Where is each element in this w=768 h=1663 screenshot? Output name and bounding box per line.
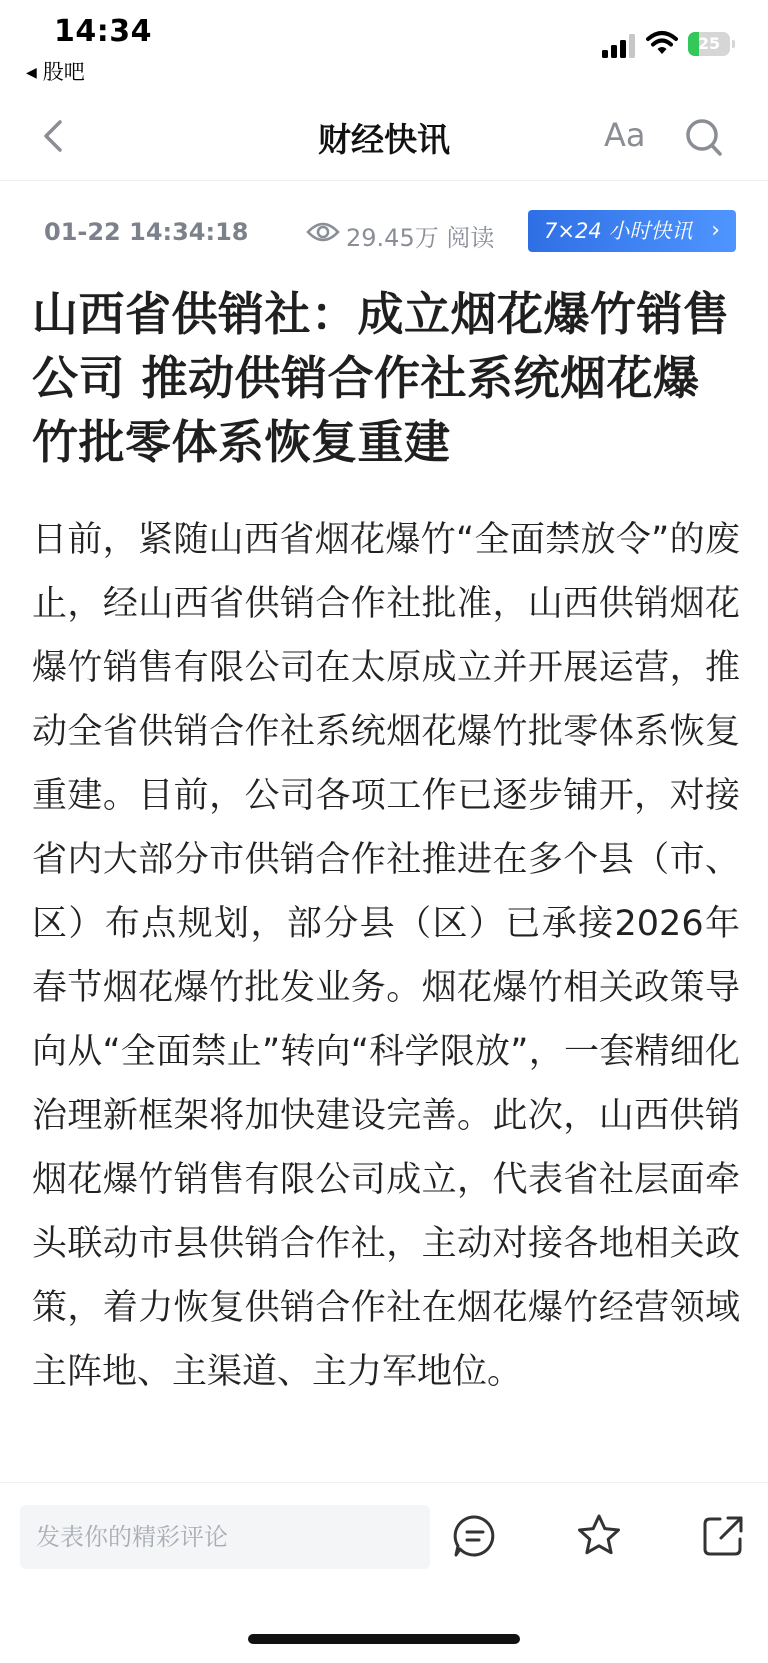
chevron-right-icon: › bbox=[711, 218, 720, 243]
share-icon[interactable] bbox=[700, 1513, 746, 1559]
home-indicator[interactable] bbox=[248, 1634, 520, 1644]
back-to-app-link[interactable] bbox=[26, 56, 85, 86]
cellular-signal-icon bbox=[602, 34, 638, 58]
search-icon[interactable] bbox=[684, 116, 724, 158]
battery-level: 25 bbox=[697, 34, 721, 53]
eye-icon bbox=[306, 220, 340, 244]
star-icon[interactable] bbox=[576, 1513, 622, 1559]
back-app-label: 股吧 bbox=[42, 60, 85, 84]
live-news-badge[interactable] bbox=[528, 210, 736, 252]
bottom-action-bar bbox=[0, 1482, 768, 1613]
status-time: 14:34 bbox=[54, 14, 152, 49]
read-count: 29.45万 阅读 bbox=[346, 224, 495, 252]
article-meta bbox=[0, 206, 768, 258]
font-size-button[interactable]: Aa bbox=[604, 116, 646, 154]
comment-input[interactable] bbox=[20, 1505, 430, 1569]
battery-indicator bbox=[688, 32, 736, 56]
article-headline: 山西省供销社：成立烟花爆竹销售公司 推动供销合作社系统烟花爆竹批零体系恢复重建 bbox=[32, 287, 730, 469]
wifi-icon bbox=[646, 30, 678, 56]
publish-time: 01-22 14:34:18 bbox=[44, 218, 249, 246]
nav-bar bbox=[0, 90, 768, 181]
page-title: 财经快讯 bbox=[318, 120, 450, 159]
live-news-badge-label: 7×24 小时快讯 bbox=[544, 219, 693, 243]
back-triangle-icon: ◀ bbox=[26, 65, 37, 81]
comment-icon[interactable] bbox=[452, 1513, 498, 1559]
article-body: 日前，紧随山西省烟花爆竹“全面禁放令”的废止，经山西省供销合作社批准，山西供销烟花爆竹销售有限公司在太原成立并开展运营，推动全省供销合作社系统烟花爆竹批零体系恢复重建。目前，公司各项工作已逐步铺开，对接省内大部分市供销合作社推进在多个县（市、区）布点规划，部分县（区）已承接2026年春节烟花爆竹批发业务。烟花爆竹相关政策导向从“全面禁止”转向“科学限放”，一套精细化治理新框架将加快建设完善。此次，山西供销烟花爆竹销售有限公司成立，代表省社层面牵头联动市县供销合作社，主动对接各地相关政策，着力恢复供销合作社在烟花爆竹经营领域主阵地、主渠道、主力军地位。 bbox=[32, 520, 740, 1392]
status-bar bbox=[0, 0, 768, 90]
